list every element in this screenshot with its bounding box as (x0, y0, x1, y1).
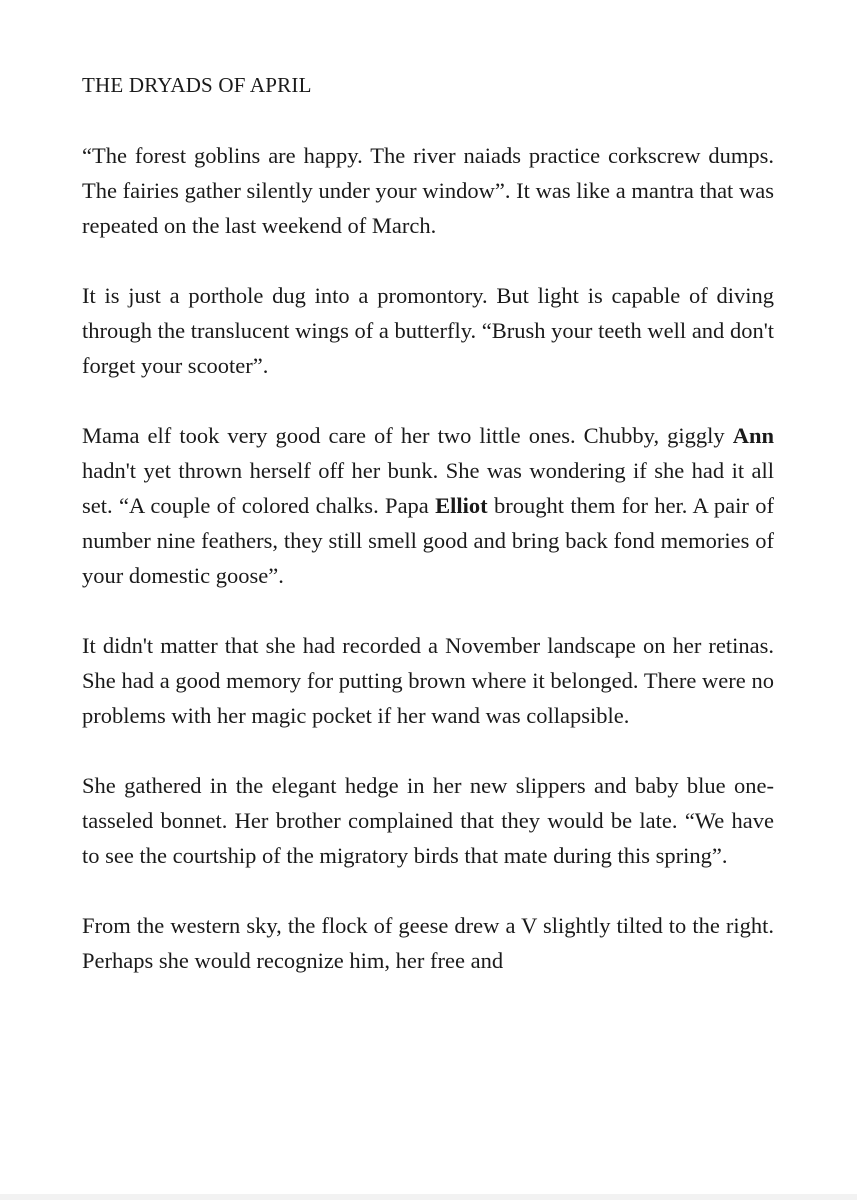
paragraph-4: It didn't matter that she had recorded a November landscape on her retinas. She had a good memory for putting brown where it belonged. There were no problems with her magic pocket if her wand was collapsible. (82, 633, 774, 728)
paragraph-3-part-a: Mama elf took very good care of her two little ones. Chubby, giggly (82, 423, 733, 448)
page-bottom-edge (0, 1194, 857, 1200)
paragraph-2: It is just a porthole dug into a promontory. But light is capable of diving through the translucent wings of a butterfly. “Brush your teeth well and don't forget your scooter”. (82, 283, 774, 378)
paragraph-6: From the western sky, the flock of geese drew a V slightly tilted to the right. Perhaps she would recognize him, her free and (82, 913, 774, 973)
paragraph-1: “The forest goblins are happy. The river naiads practice corkscrew dumps. The fairies gather silently under your window”. It was like a mantra that was repeated on the last weekend of March. (82, 143, 774, 238)
paragraph-3 (82, 418, 774, 593)
character-name-ann: Ann (732, 423, 774, 448)
paragraph-3-part-c: brought them for her. A pair of number nine feathers, they still smell good and bring back fond memories of your domestic goose”. (82, 493, 774, 588)
document-title: THE DRYADS OF APRIL (82, 73, 312, 97)
character-name-elliot: Elliot (435, 493, 488, 518)
paragraph-5: She gathered in the elegant hedge in her new slippers and baby blue one-tasseled bonnet. Her brother complained that they would be late. “We have to see the courtship of the migratory birds that mate during this spring”. (82, 773, 774, 868)
paragraph-3-part-b: hadn't yet thrown herself off her bunk. She was wondering if she had it all set. “A couple of colored chalks. Papa (82, 458, 774, 518)
document-page (82, 68, 774, 978)
